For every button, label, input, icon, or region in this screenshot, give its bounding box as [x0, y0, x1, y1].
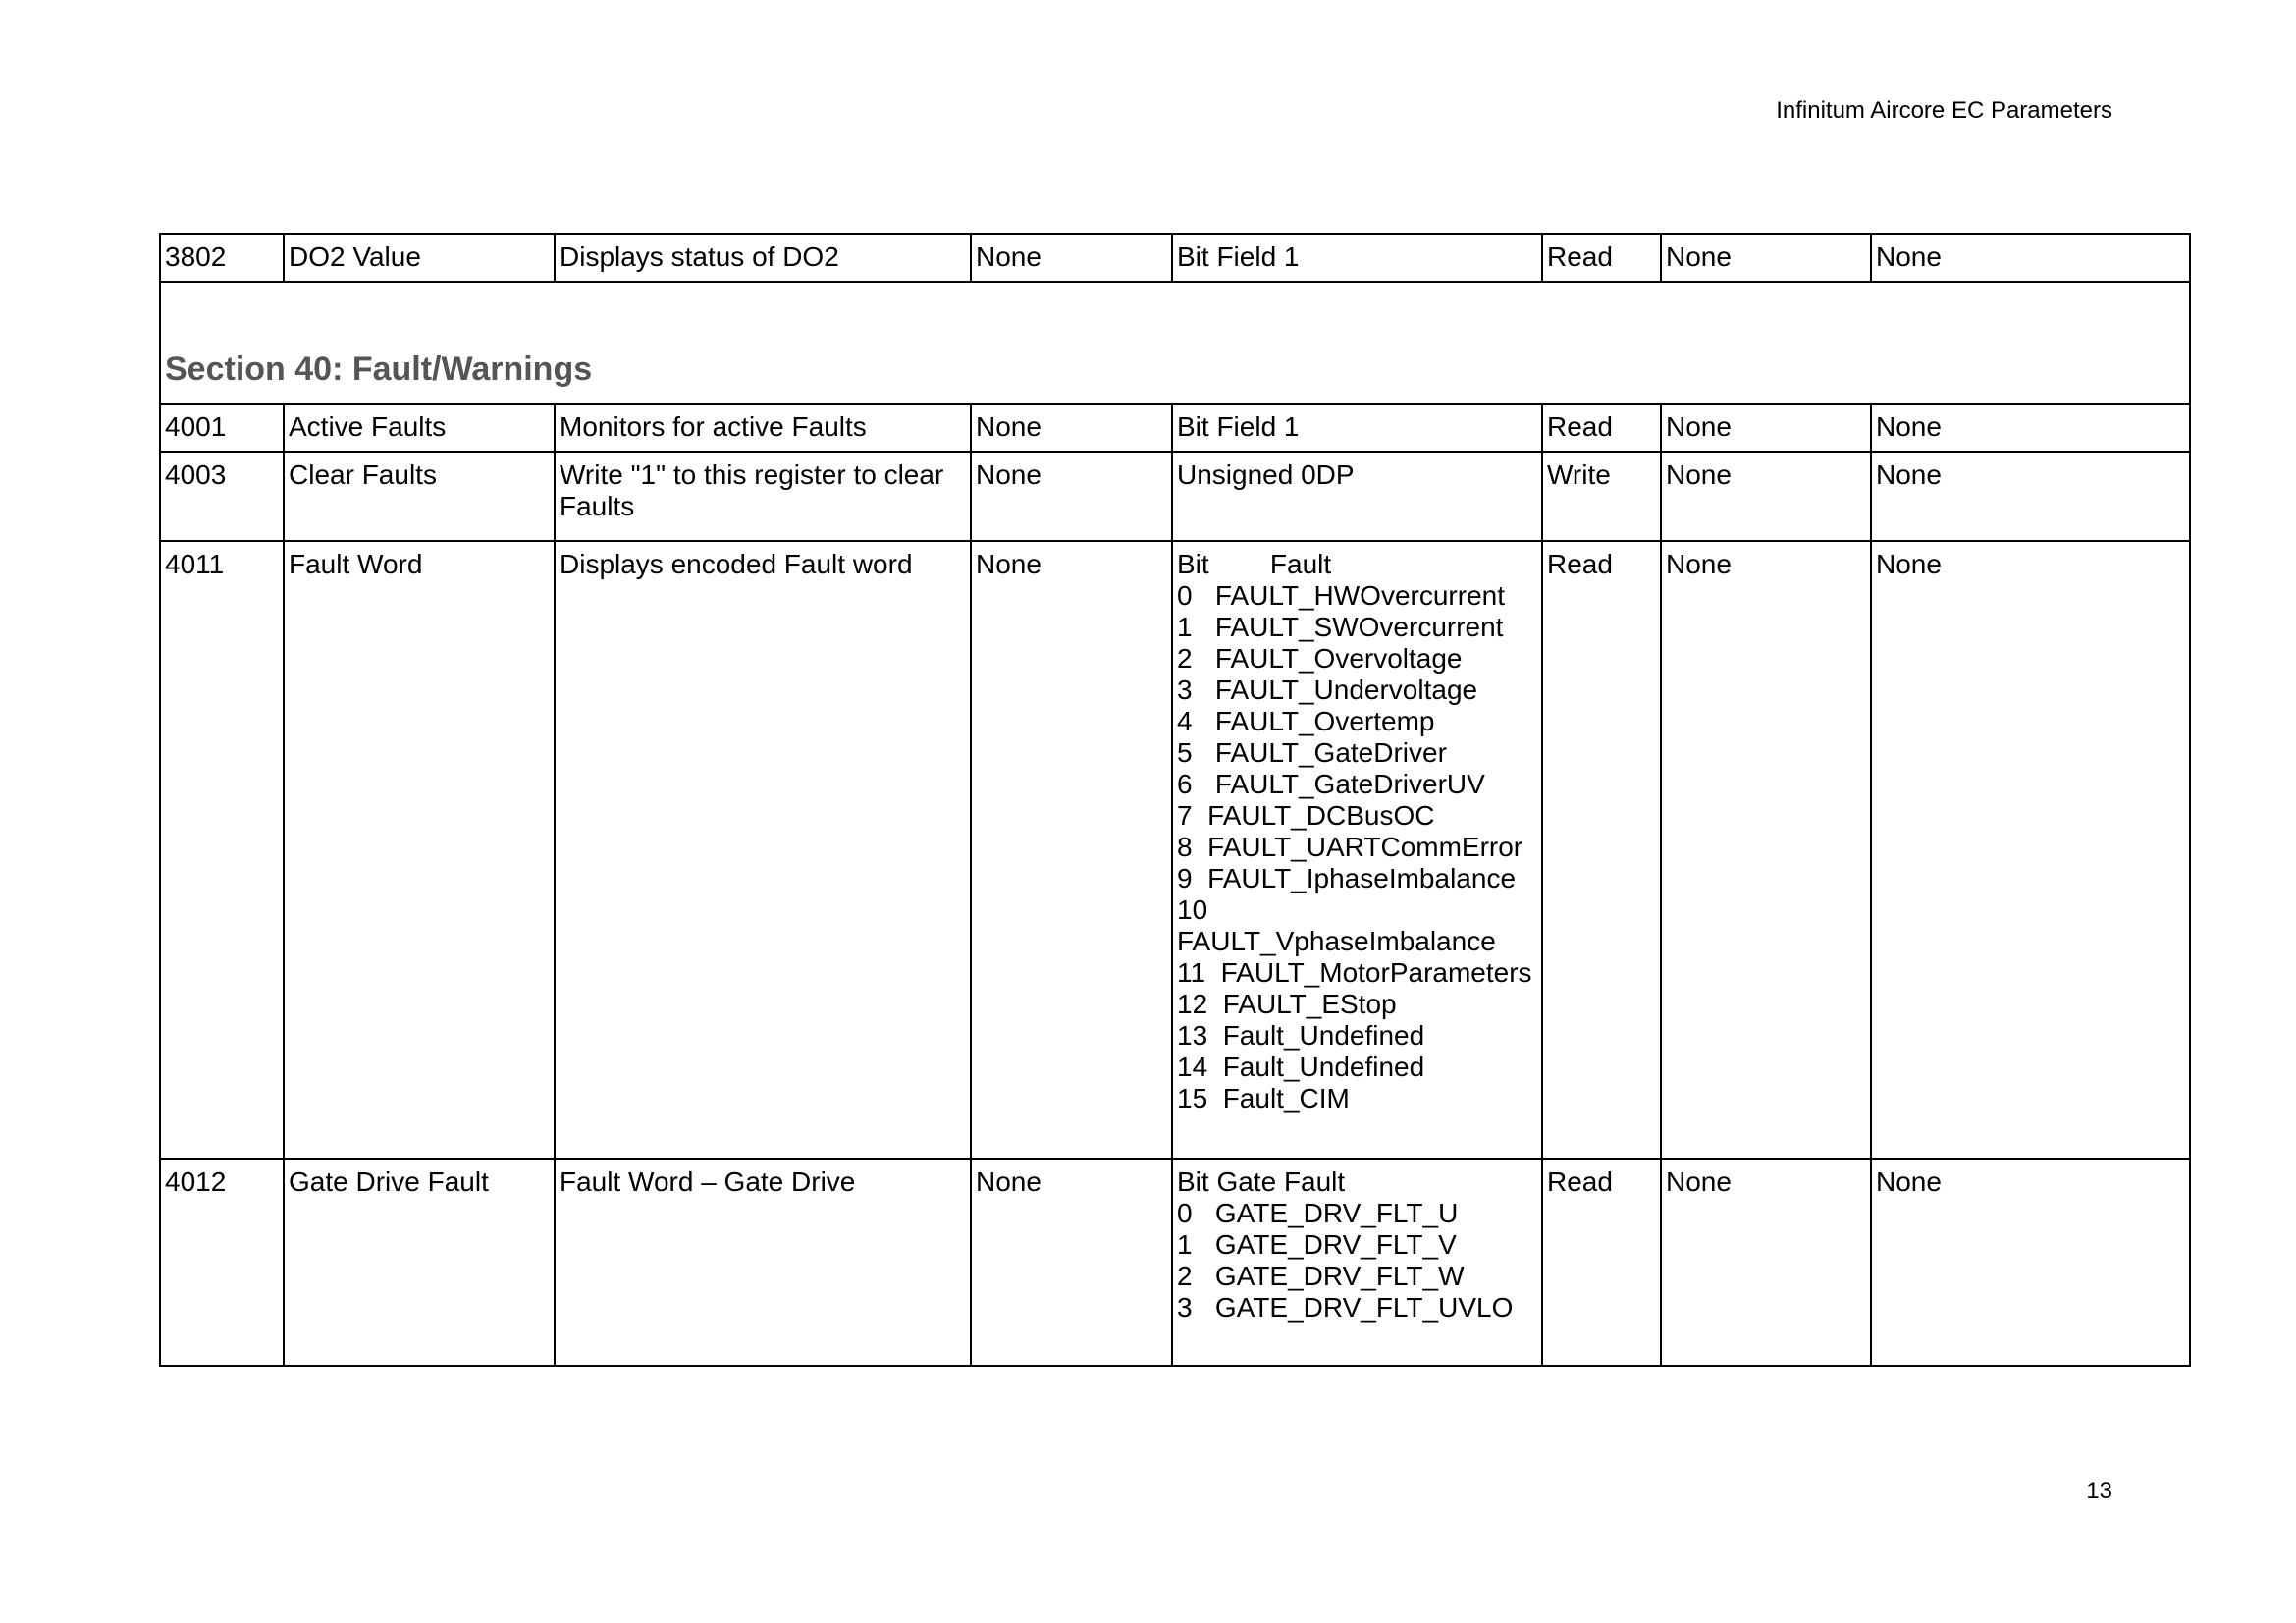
list-item: Bit Gate Fault — [1177, 1166, 1346, 1197]
page-number: 13 — [2086, 1478, 2112, 1504]
param-format: Unsigned 0DP — [1172, 452, 1542, 541]
gate-fault-bit-list — [1177, 1166, 1537, 1324]
param-format: Bit Field 1 — [1172, 234, 1542, 282]
param-format — [1172, 1159, 1542, 1366]
param-min: None — [1661, 234, 1871, 282]
param-number: 4012 — [160, 1159, 284, 1366]
list-item: 6 FAULT_GateDriverUV — [1177, 769, 1485, 799]
table-row — [160, 452, 2190, 541]
param-units: None — [971, 1159, 1172, 1366]
param-format — [1172, 541, 1542, 1159]
list-item: 1 FAULT_SWOvercurrent — [1177, 612, 1504, 642]
list-item: 12 FAULT_EStop — [1177, 989, 1397, 1019]
list-item: 15 Fault_CIM — [1177, 1083, 1350, 1113]
list-item: 0 FAULT_HWOvercurrent — [1177, 580, 1506, 611]
param-description: Write "1" to this register to clear Faults — [555, 452, 971, 541]
param-max: None — [1871, 234, 2190, 282]
list-item: 0 GATE_DRV_FLT_U — [1177, 1198, 1459, 1228]
list-item: 8 FAULT_UARTCommError — [1177, 832, 1523, 862]
list-item: 3 FAULT_Undervoltage — [1177, 675, 1478, 705]
table-row — [160, 404, 2190, 452]
param-units: None — [971, 234, 1172, 282]
table-row — [160, 234, 2190, 282]
param-min: None — [1661, 452, 1871, 541]
param-units: None — [971, 452, 1172, 541]
param-name: Fault Word — [284, 541, 555, 1159]
param-access: Read — [1542, 1159, 1661, 1366]
list-item: 2 GATE_DRV_FLT_W — [1177, 1261, 1465, 1291]
param-number: 4011 — [160, 541, 284, 1159]
param-access: Read — [1542, 541, 1661, 1159]
param-max: None — [1871, 452, 2190, 541]
param-max: None — [1871, 1159, 2190, 1366]
table-row — [160, 1159, 2190, 1366]
param-description: Displays status of DO2 — [555, 234, 971, 282]
table-row — [160, 541, 2190, 1159]
param-description: Monitors for active Faults — [555, 404, 971, 452]
param-description: Fault Word – Gate Drive — [555, 1159, 971, 1366]
page-header-title: Infinitum Aircore EC Parameters — [1776, 97, 2112, 124]
list-item: 3 GATE_DRV_FLT_UVLO — [1177, 1292, 1514, 1323]
param-name: Gate Drive Fault — [284, 1159, 555, 1366]
list-item: 10 — [1177, 894, 1208, 925]
param-min: None — [1661, 404, 1871, 452]
list-item: 14 Fault_Undefined — [1177, 1052, 1425, 1082]
param-format: Bit Field 1 — [1172, 404, 1542, 452]
list-item: 5 FAULT_GateDriver — [1177, 737, 1447, 768]
list-item: 1 GATE_DRV_FLT_V — [1177, 1229, 1457, 1260]
list-item: 4 FAULT_Overtemp — [1177, 706, 1435, 736]
param-name: Active Faults — [284, 404, 555, 452]
param-number: 4003 — [160, 452, 284, 541]
param-access: Write — [1542, 452, 1661, 541]
param-units: None — [971, 404, 1172, 452]
list-item: 2 FAULT_Overvoltage — [1177, 643, 1463, 674]
param-name: DO2 Value — [284, 234, 555, 282]
param-min: None — [1661, 1159, 1871, 1366]
param-number: 3802 — [160, 234, 284, 282]
param-number: 4001 — [160, 404, 284, 452]
param-max: None — [1871, 404, 2190, 452]
list-item: Bit Fault — [1177, 549, 1332, 579]
param-access: Read — [1542, 404, 1661, 452]
param-access: Read — [1542, 234, 1661, 282]
param-max: None — [1871, 541, 2190, 1159]
list-item: 11 FAULT_MotorParameters — [1177, 957, 1532, 988]
param-min: None — [1661, 541, 1871, 1159]
list-item: 7 FAULT_DCBusOC — [1177, 800, 1435, 831]
param-name: Clear Faults — [284, 452, 555, 541]
parameters-table — [159, 233, 2191, 1367]
fault-bit-list — [1177, 549, 1537, 1114]
param-description: Displays encoded Fault word — [555, 541, 971, 1159]
section-row — [160, 282, 2190, 404]
section-title: Section 40: Fault/Warnings — [165, 351, 593, 388]
param-units: None — [971, 541, 1172, 1159]
section-cell — [160, 282, 2190, 404]
list-item: 9 FAULT_IphaseImbalance — [1177, 863, 1517, 893]
list-item: 13 Fault_Undefined — [1177, 1020, 1425, 1051]
list-item: FAULT_VphaseImbalance — [1177, 926, 1496, 956]
